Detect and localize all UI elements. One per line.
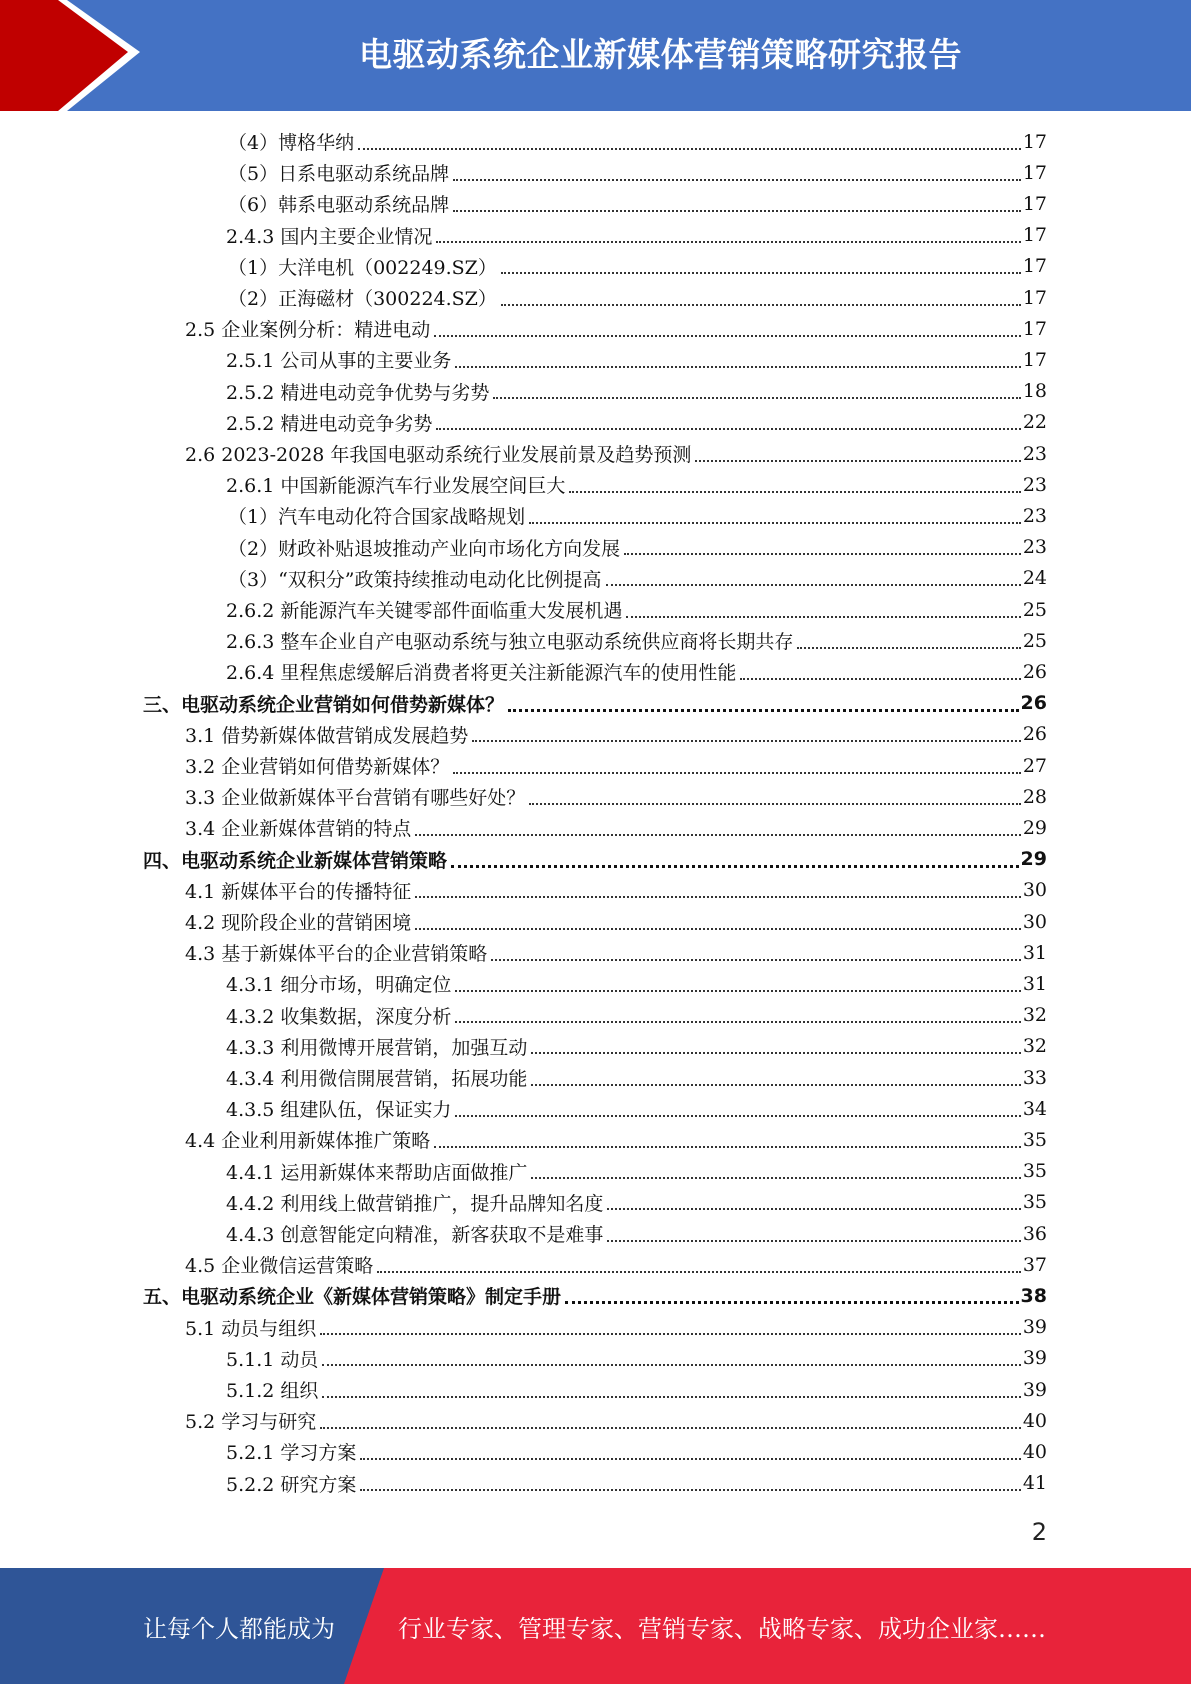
toc-entry-page: 26 <box>1020 692 1047 715</box>
toc-entry[interactable] <box>228 188 1047 219</box>
toc-entry-title: 4.4.3 创意智能定向精准，新客获取不是难事 <box>226 1224 604 1246</box>
toc-leader-dots <box>740 678 1020 680</box>
toc-entry-page: 35 <box>1022 1191 1047 1214</box>
toc-leader-dots <box>455 366 1020 368</box>
toc-entry[interactable] <box>143 688 1047 719</box>
toc-leader-dots <box>434 335 1021 337</box>
toc-entry-page: 25 <box>1022 598 1047 621</box>
toc-entry[interactable] <box>185 1312 1047 1343</box>
toc-entry-page: 40 <box>1022 1440 1047 1463</box>
toc-leader-dots <box>455 1021 1020 1023</box>
toc-entry-title: 5.2.2 研究方案 <box>226 1473 357 1496</box>
toc-entry-page: 17 <box>1022 317 1047 340</box>
toc-leader-dots <box>455 990 1020 992</box>
toc-leader-dots <box>569 491 1020 493</box>
toc-entry-page: 29 <box>1022 816 1047 839</box>
toc-entry-page: 26 <box>1022 723 1047 746</box>
page-header <box>0 0 1191 111</box>
toc-entry-page: 26 <box>1022 660 1047 683</box>
toc-entry-page: 27 <box>1022 754 1047 777</box>
toc-entry[interactable] <box>228 126 1047 157</box>
toc-entry-title: 4.4.2 利用线上做营销推广，提升品牌知名度 <box>226 1192 604 1215</box>
toc-entry[interactable] <box>226 1374 1047 1405</box>
toc-entry-title: 2.6 2023-2028 年我国电驱动系统行业发展前景及趋势预测 <box>185 444 692 466</box>
toc-entry[interactable] <box>226 1093 1047 1124</box>
toc-entry[interactable] <box>185 719 1047 750</box>
toc-entry-title: 四、电驱动系统企业新媒体营销策略 <box>143 849 448 872</box>
toc-leader-dots <box>451 865 1019 868</box>
toc-entry-title: 五、电驱动系统企业《新媒体营销策略》制定手册 <box>143 1286 562 1309</box>
toc-leader-dots <box>606 584 1021 586</box>
toc-entry-title: 5.2.1 学习方案 <box>226 1442 357 1465</box>
toc-leader-dots <box>565 1301 1019 1304</box>
toc-leader-dots <box>695 460 1020 462</box>
toc-entry-title: 2.5.2 精进电动竞争劣势 <box>226 412 433 435</box>
toc-entry[interactable] <box>228 282 1047 313</box>
toc-entry[interactable] <box>228 500 1047 531</box>
toc-entry-page: 33 <box>1022 1066 1047 1089</box>
toc-entry-page: 17 <box>1022 286 1047 309</box>
toc-entry-title: （1）汽车电动化符合国家战略规划 <box>228 506 526 529</box>
toc-entry-title: （1）大洋电机（002249.SZ） <box>228 256 497 279</box>
toc-leader-dots <box>493 397 1020 399</box>
toc-entry[interactable] <box>226 407 1047 438</box>
toc-entry[interactable] <box>226 1343 1047 1374</box>
toc-entry-title: 4.3.5 组建队伍，保证实力 <box>226 1099 452 1122</box>
toc-entry[interactable] <box>228 251 1047 282</box>
toc-entry-page: 17 <box>1022 192 1047 215</box>
toc-entry[interactable] <box>226 220 1047 251</box>
toc-entry-page: 30 <box>1022 910 1047 933</box>
toc-entry-page: 30 <box>1022 879 1047 902</box>
toc-entry-title: （4）博格华纳 <box>228 132 355 154</box>
toc-entry-page: 39 <box>1022 1316 1047 1339</box>
toc-leader-dots <box>436 241 1020 243</box>
toc-entry-title: 4.4 企业利用新媒体推广策略 <box>185 1130 431 1153</box>
toc-leader-dots <box>358 148 1021 150</box>
toc-entry[interactable] <box>185 812 1047 843</box>
toc-entry[interactable] <box>185 438 1047 469</box>
toc-entry-page: 17 <box>1022 255 1047 278</box>
toc-entry[interactable] <box>226 968 1047 999</box>
page-number: 2 <box>1031 1518 1047 1546</box>
toc-entry[interactable] <box>143 844 1047 875</box>
toc-entry-title: （3）“双积分”政策持续推动电动化比例提高 <box>228 568 602 591</box>
toc-entry-page: 31 <box>1022 941 1047 964</box>
toc-entry[interactable] <box>226 376 1047 407</box>
toc-entry-page: 34 <box>1022 1097 1047 1120</box>
toc-entry-title: 2.5 企业案例分析：精进电动 <box>185 319 431 342</box>
toc-entry[interactable] <box>226 1031 1047 1062</box>
toc-leader-dots <box>501 272 1021 274</box>
toc-entry-page: 29 <box>1020 848 1047 871</box>
toc-entry-page: 18 <box>1022 380 1047 403</box>
toc-leader-dots <box>626 616 1020 618</box>
toc-entry-title: 2.6.2 新能源汽车关键零部件面临重大发展机遇 <box>226 600 623 622</box>
toc-entry[interactable] <box>185 906 1047 937</box>
toc-entry[interactable] <box>226 1436 1047 1467</box>
toc-entry[interactable] <box>226 1218 1047 1249</box>
toc-entry[interactable] <box>226 656 1047 687</box>
toc-leader-dots <box>453 772 1021 774</box>
toc-leader-dots <box>434 1146 1021 1148</box>
toc-leader-dots <box>455 1115 1020 1117</box>
toc-leader-dots <box>624 553 1021 555</box>
toc-entry-page: 39 <box>1022 1347 1047 1370</box>
toc-entry-page: 41 <box>1022 1472 1047 1495</box>
toc-entry-title: （2）财政补贴退坡推动产业向市场化方向发展 <box>228 537 621 560</box>
toc-entry[interactable] <box>226 594 1047 625</box>
toc-entry-title: 5.1.1 动员 <box>226 1348 319 1371</box>
toc-entry-title: 4.3.1 细分市场，明确定位 <box>226 974 452 997</box>
toc-entry-title: 2.4.3 国内主要企业情况 <box>226 225 433 248</box>
toc-entry[interactable] <box>226 625 1047 656</box>
toc-entry[interactable] <box>185 1405 1047 1436</box>
toc-leader-dots <box>531 1084 1020 1086</box>
toc-leader-dots <box>607 1208 1020 1210</box>
toc-entry[interactable] <box>185 1124 1047 1155</box>
toc-entry-title: 三、电驱动系统企业营销如何借势新媒体？ <box>143 693 505 716</box>
toc-entry-title: 4.4.1 运用新媒体来帮助店面做推广 <box>226 1161 528 1184</box>
toc-leader-dots <box>415 896 1021 898</box>
toc-entry-title: 4.5 企业微信运营策略 <box>185 1255 374 1278</box>
toc-entry-page: 17 <box>1022 161 1047 184</box>
toc-entry-title: 2.5.2 精进电动竞争优势与劣势 <box>226 381 490 404</box>
toc-entry-title: 4.1 新媒体平台的传播特征 <box>185 880 412 903</box>
toc-entry[interactable] <box>226 344 1047 375</box>
toc-entry[interactable] <box>226 469 1047 500</box>
toc-entry[interactable] <box>228 532 1047 563</box>
toc-entry-title: 2.5.1 公司从事的主要业务 <box>226 350 452 373</box>
toc-entry-page: 28 <box>1022 785 1047 808</box>
toc-entry[interactable] <box>185 750 1047 781</box>
toc-entry-title: （5）日系电驱动系统品牌 <box>228 163 450 186</box>
toc-leader-dots <box>531 1177 1020 1179</box>
toc-entry-page: 35 <box>1022 1128 1047 1151</box>
toc-entry-page: 17 <box>1022 130 1047 153</box>
toc-entry-page: 17 <box>1022 348 1047 371</box>
toc-entry[interactable] <box>226 1468 1047 1499</box>
document-title: 电驱动系统企业新媒体营销策略研究报告 <box>359 35 962 74</box>
toc-leader-dots <box>797 647 1020 649</box>
toc-entry-title: 4.3.3 利用微博开展营销，加强互动 <box>226 1036 528 1059</box>
toc-entry-page: 24 <box>1022 567 1047 590</box>
toc-entry-page: 32 <box>1022 1035 1047 1058</box>
toc-entry[interactable] <box>226 1000 1047 1031</box>
toc-leader-dots <box>415 928 1021 930</box>
toc-entry-page: 25 <box>1022 629 1047 652</box>
toc-entry[interactable] <box>185 781 1047 812</box>
toc-leader-dots <box>453 210 1021 212</box>
toc-entry-title: 3.4 企业新媒体营销的特点 <box>185 818 412 841</box>
toc-entry-title: 5.1 动员与组织 <box>185 1317 317 1340</box>
toc-entry-page: 22 <box>1022 411 1047 434</box>
toc-entry-page: 38 <box>1020 1284 1047 1307</box>
toc-leader-dots <box>491 959 1021 961</box>
toc-leader-dots <box>508 709 1019 712</box>
toc-entry[interactable] <box>228 563 1047 594</box>
toc-entry-title: 2.6.1 中国新能源汽车行业发展空间巨大 <box>226 475 566 498</box>
toc-entry-title: 5.1.2 组织 <box>226 1380 319 1402</box>
toc-entry[interactable] <box>185 875 1047 906</box>
toc-leader-dots <box>453 179 1021 181</box>
toc-entry-title: 4.3.2 收集数据，深度分析 <box>226 1005 452 1028</box>
toc-entry-title: 4.3 基于新媒体平台的企业营销策略 <box>185 943 488 966</box>
toc-leader-dots <box>322 1364 1020 1366</box>
toc-entry[interactable] <box>143 1280 1047 1311</box>
toc-leader-dots <box>377 1271 1021 1273</box>
toc-entry-page: 37 <box>1022 1253 1047 1276</box>
toc-entry-title: 2.6.3 整车企业自产电驱动系统与独立电驱动系统供应商将长期共存 <box>226 631 794 654</box>
toc-entry-page: 23 <box>1022 504 1047 527</box>
toc-leader-dots <box>436 428 1020 430</box>
toc-entry-title: （6）韩系电驱动系统品牌 <box>228 194 450 217</box>
toc-entry-title: 4.3.4 利用微信開展营销，拓展功能 <box>226 1068 528 1090</box>
toc-entry-page: 32 <box>1022 1004 1047 1027</box>
toc-entry-page: 40 <box>1022 1409 1047 1432</box>
toc-entry-title: 5.2 学习与研究 <box>185 1411 317 1434</box>
toc-entry[interactable] <box>185 313 1047 344</box>
toc-entry-title: 2.6.4 里程焦虑缓解后消费者将更关注新能源汽车的使用性能 <box>226 662 737 685</box>
toc-leader-dots <box>531 1052 1020 1054</box>
toc-entry-title: （2）正海磁材（300224.SZ） <box>228 288 497 310</box>
page-footer <box>0 1568 1191 1684</box>
toc-leader-dots <box>607 1240 1020 1242</box>
toc-leader-dots <box>472 740 1021 742</box>
toc-leader-dots <box>360 1458 1020 1460</box>
footer-slogan-left: 让每个人都能成为 <box>143 1614 335 1643</box>
toc-entry-title: 3.2 企业营销如何借势新媒体？ <box>185 756 450 778</box>
toc-leader-dots <box>320 1333 1021 1335</box>
toc-entry-title: 3.1 借势新媒体做营销成发展趋势 <box>185 724 469 747</box>
toc-entry-page: 39 <box>1022 1378 1047 1401</box>
toc-entry-title: 4.2 现阶段企业的营销困境 <box>185 912 412 934</box>
toc-entry-page: 23 <box>1022 473 1047 496</box>
toc-entry-page: 17 <box>1022 224 1047 247</box>
toc-leader-dots <box>529 522 1021 524</box>
toc-leader-dots <box>360 1489 1020 1491</box>
toc-entry[interactable] <box>226 1187 1047 1218</box>
toc-entry-page: 23 <box>1022 536 1047 559</box>
toc-entry-page: 36 <box>1022 1222 1047 1245</box>
toc-entry-page: 23 <box>1022 442 1047 465</box>
toc-leader-dots <box>501 304 1021 306</box>
toc-entry[interactable] <box>185 1249 1047 1280</box>
footer-slogan-right: 行业专家、管理专家、营销专家、战略专家、成功企业家…… <box>398 1614 1046 1643</box>
toc-leader-dots <box>322 1396 1020 1398</box>
toc-entry[interactable] <box>185 937 1047 968</box>
toc-leader-dots <box>415 834 1021 836</box>
toc-leader-dots <box>529 803 1021 805</box>
toc-leader-dots <box>320 1427 1021 1429</box>
toc-entry[interactable] <box>228 157 1047 188</box>
toc-entry-page: 35 <box>1022 1160 1047 1183</box>
toc-entry[interactable] <box>226 1156 1047 1187</box>
toc-entry-page: 31 <box>1022 972 1047 995</box>
toc-entry[interactable] <box>226 1062 1047 1093</box>
toc-entry-title: 3.3 企业做新媒体平台营销有哪些好处？ <box>185 787 526 810</box>
